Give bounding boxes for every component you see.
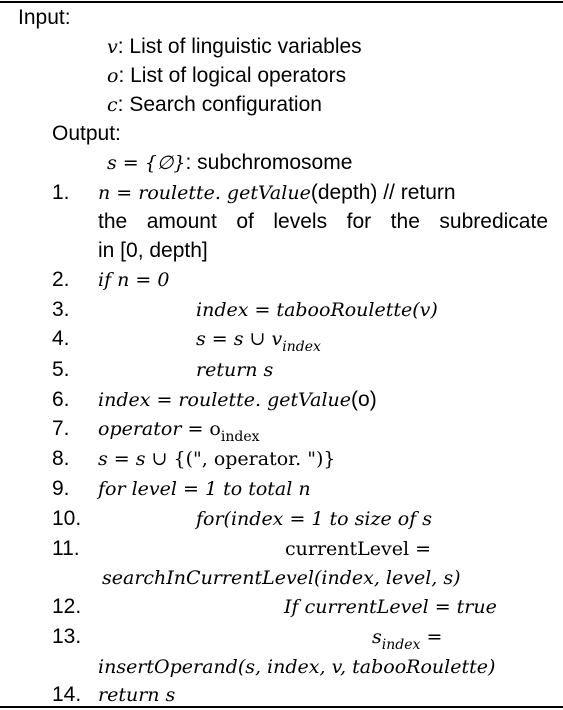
step-number: 4.: [52, 327, 70, 350]
input-desc: : List of linguistic variables: [117, 35, 362, 58]
step-12-math: If currentLevel = true: [284, 596, 497, 618]
step-1-text: (depth) // return: [310, 181, 456, 204]
step-8-roman: {(", operator. ")}: [173, 448, 336, 470]
step-9-line: [98, 474, 311, 504]
step-number: 13.: [52, 625, 82, 648]
step-13-tail: =: [420, 626, 443, 648]
input-label: Input:: [18, 6, 71, 29]
step-3-math: index = tabooRoulette(v): [196, 299, 438, 321]
step-13-math: s: [372, 626, 382, 648]
step-number: 9.: [52, 477, 70, 500]
step-1-continuation-2: in [0, depth]: [98, 239, 208, 262]
step-13-subscript: index: [381, 637, 421, 653]
bottom-rule: [0, 706, 563, 708]
step-14-math: return s: [98, 684, 176, 706]
step-1-continuation: the amount of levels for the subredicate: [98, 210, 548, 233]
step-3-line: [196, 295, 438, 325]
step-number: 11.: [52, 537, 80, 560]
output-expr: s = {∅}: [107, 152, 186, 174]
step-11-line: [285, 534, 431, 564]
step-number: 6.: [52, 388, 70, 411]
step-number: 5.: [52, 358, 70, 381]
step-number: 12.: [52, 595, 82, 618]
step-4-line: [196, 324, 321, 356]
step-9-math: for level = 1 to total n: [98, 478, 311, 500]
step-10-line: [196, 504, 432, 534]
step-number: 14.: [52, 683, 82, 706]
step-13-line: [372, 622, 442, 654]
step-5-math: return s: [196, 359, 274, 381]
step-6-line: [98, 385, 377, 415]
step-number: 2.: [52, 268, 70, 291]
input-symbol: c: [107, 94, 118, 116]
input-item-c: [107, 90, 322, 120]
step-number: 1.: [52, 181, 70, 204]
input-item-o: [107, 61, 346, 91]
step-7-line: [98, 414, 260, 446]
step-7-subscript: index: [220, 429, 260, 445]
output-item: [107, 148, 352, 178]
step-11-continuation: [102, 563, 461, 593]
step-5-line: [196, 355, 273, 385]
step-12-line: [284, 592, 497, 622]
step-4-subscript: index: [282, 339, 321, 355]
step-10-math: for(index = 1 to size of s: [196, 508, 433, 530]
input-desc: : List of logical operators: [118, 64, 347, 87]
step-number: 8.: [52, 447, 70, 470]
step-1-line: [98, 178, 456, 208]
step-7-roman: = o: [181, 418, 221, 440]
input-symbol: o: [107, 65, 119, 87]
step-2-line: [98, 265, 169, 295]
step-6-text: (o): [351, 388, 377, 411]
step-13-cont-math: insertOperand(s, index, v, tabooRoulette): [98, 656, 496, 678]
output-desc: : subchromosome: [185, 151, 353, 174]
step-6-math: index = roulette. getValue: [98, 389, 352, 411]
step-8-line: [98, 444, 335, 474]
input-item-v: [107, 32, 362, 62]
step-11-math: searchInCurrentLevel(index, level, s): [102, 567, 461, 589]
step-8-math: s = s ∪: [98, 448, 174, 470]
step-11-roman: currentLevel =: [285, 538, 432, 560]
input-symbol: v: [107, 36, 118, 58]
step-2-math: if n = 0: [98, 269, 170, 291]
output-label: Output:: [52, 122, 121, 145]
step-1-math: n = roulette. getValue: [98, 182, 311, 204]
step-number: 10.: [52, 507, 82, 530]
step-7-math: operator: [98, 418, 182, 440]
step-4-math: s = s ∪ v: [196, 328, 283, 350]
step-number: 3.: [52, 298, 70, 321]
step-number: 7.: [52, 417, 70, 440]
top-rule: [0, 1, 563, 3]
step-13-continuation: [98, 652, 495, 682]
input-desc: : Search configuration: [117, 93, 322, 116]
